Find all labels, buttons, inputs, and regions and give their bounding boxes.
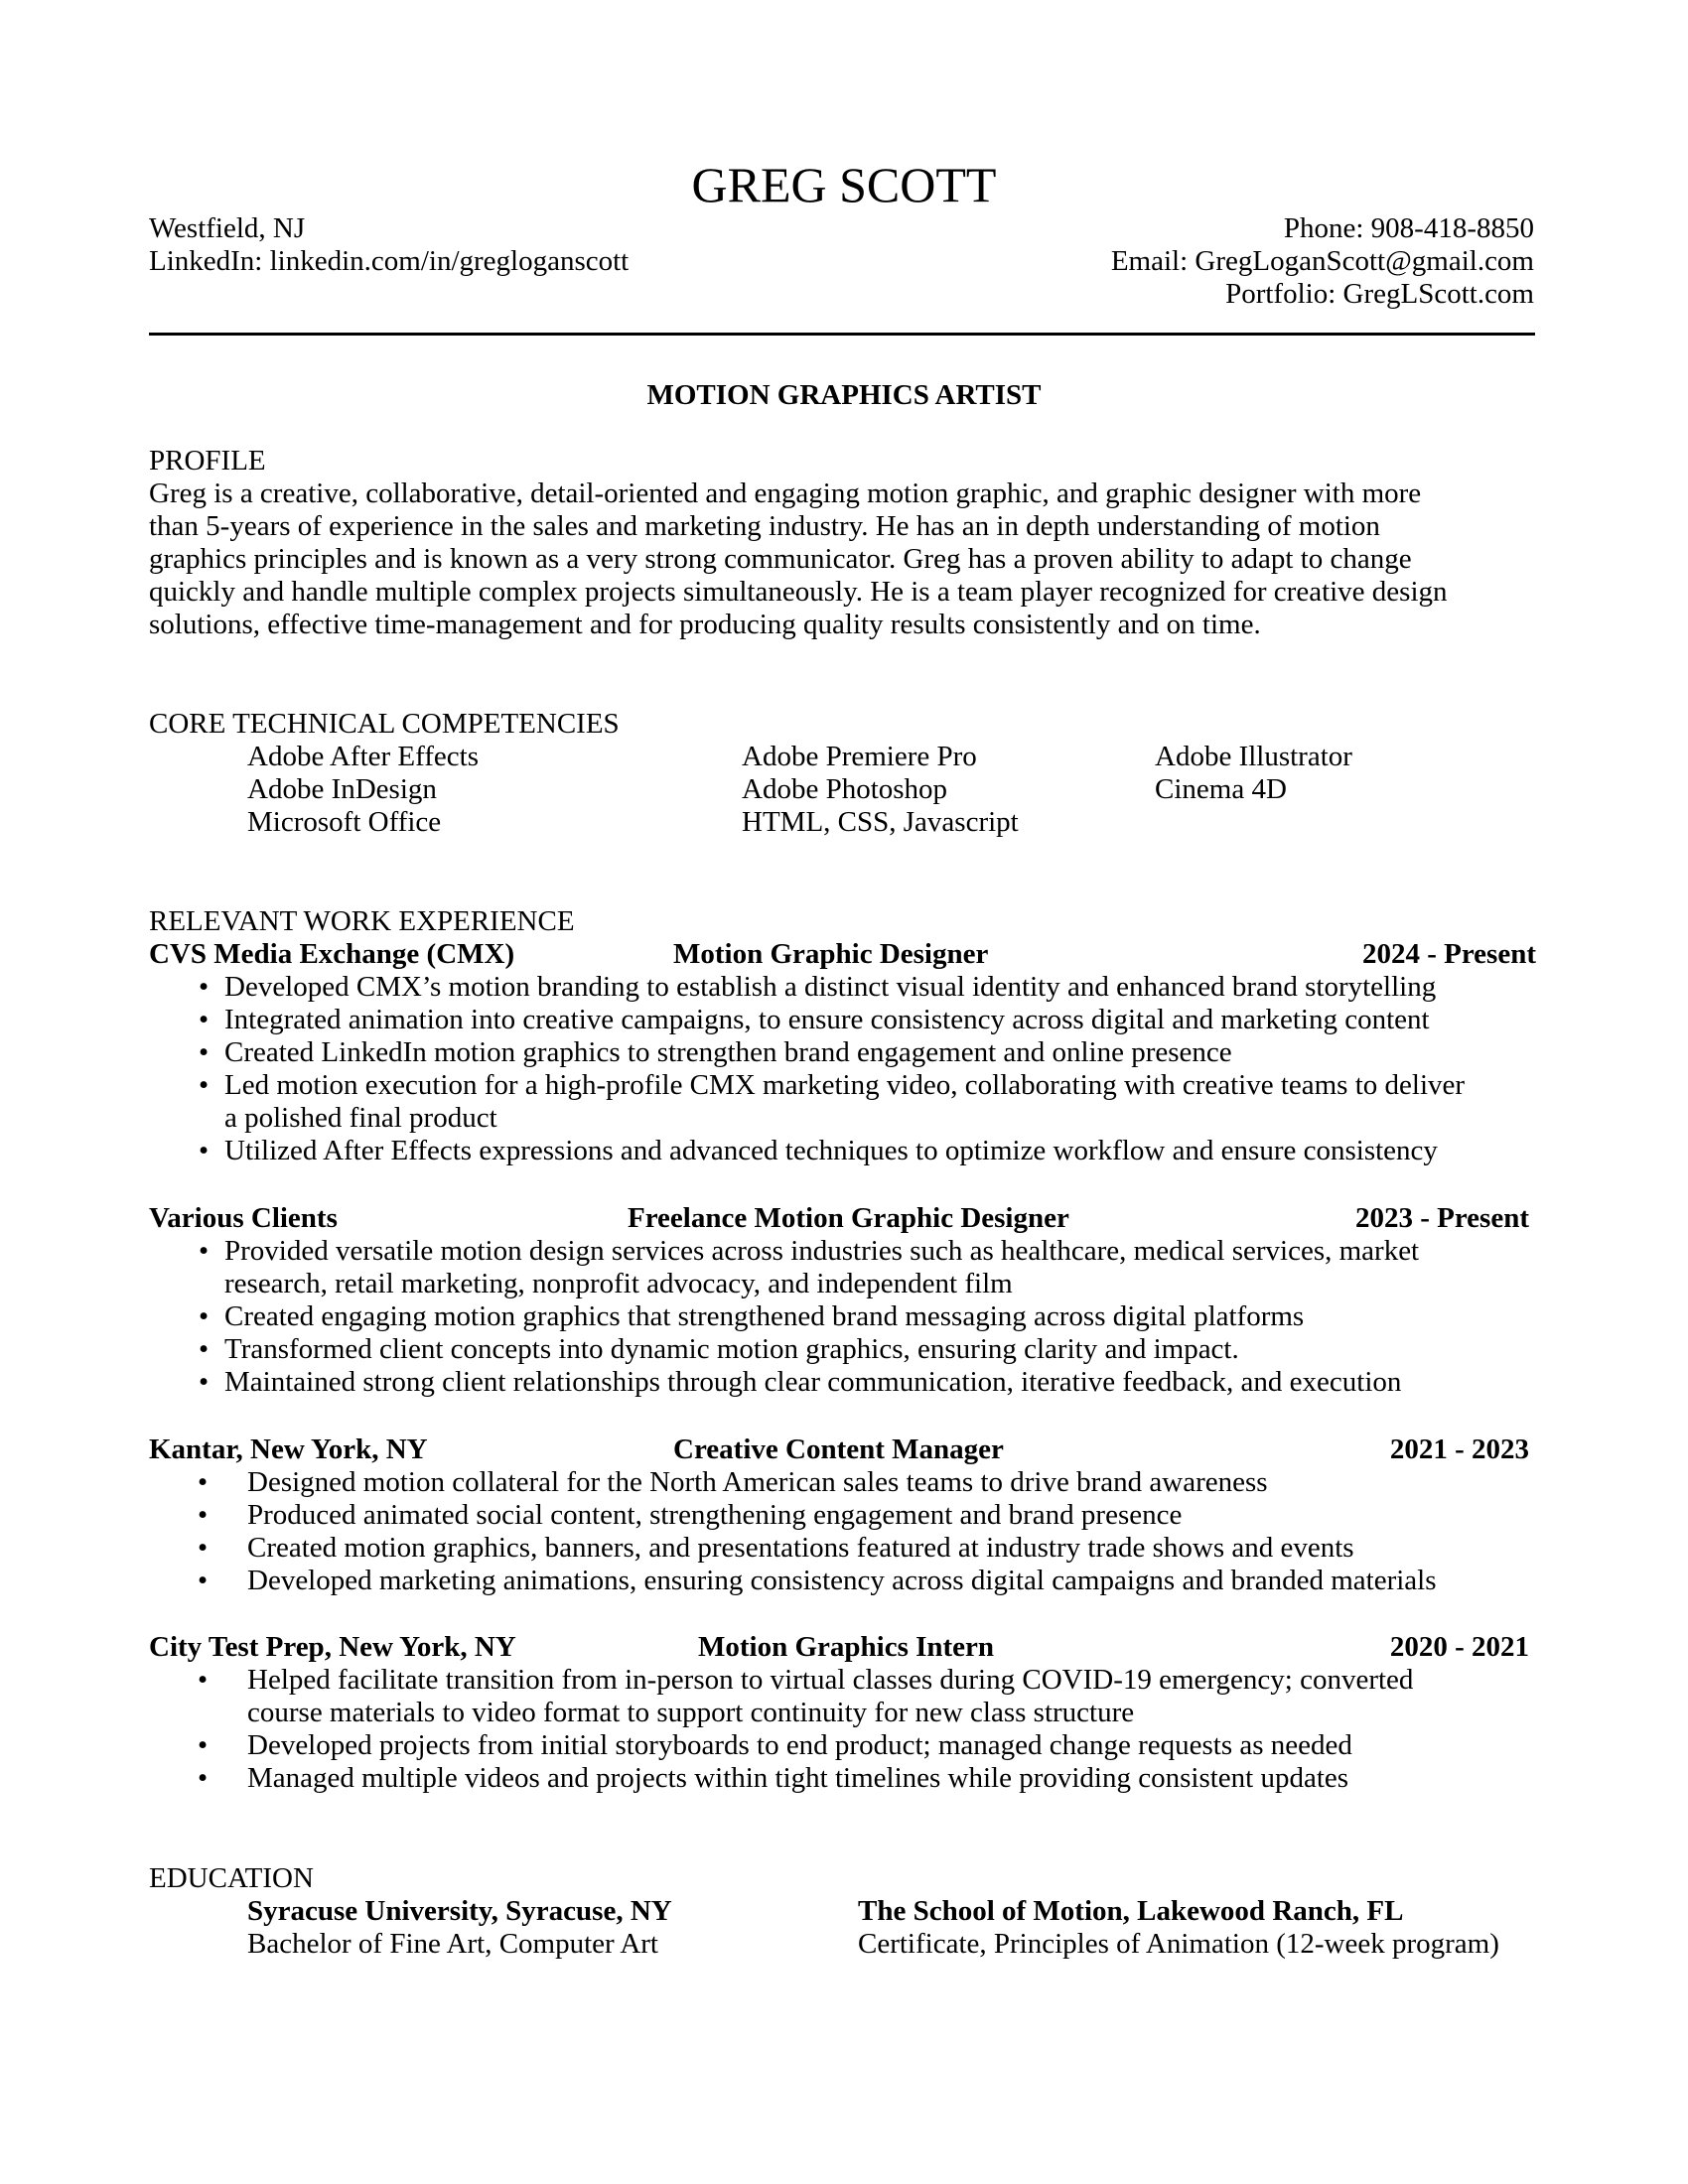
- bullet-glyph: •: [199, 1069, 210, 1101]
- bullet-glyph: •: [199, 1036, 210, 1068]
- bullet-text: Developed marketing animations, ensuring consistency across digital campaigns and branded materials: [247, 1565, 1437, 1596]
- job-company: CVS Media Exchange (CMX): [149, 938, 515, 970]
- profile-line: solutions, effective time-management and for producing quality results consistently and on time.: [149, 609, 1261, 640]
- email-link[interactable]: Email: GregLoganScott@gmail.com: [1110, 245, 1534, 277]
- bullet-glyph: •: [198, 1664, 209, 1696]
- bullet-glyph: •: [199, 971, 210, 1003]
- job-bullet-list: [198, 1664, 1413, 1795]
- skill-item: Adobe InDesign: [247, 773, 437, 805]
- job-role: Creative Content Manager: [673, 1433, 1004, 1465]
- school-degree: Certificate, Principles of Animation (12-week program): [858, 1928, 1499, 1960]
- profile-heading: PROFILE: [149, 445, 266, 477]
- job-dates: 2020 - 2021: [1389, 1631, 1529, 1663]
- list-item: [198, 1499, 1437, 1532]
- skill-item: HTML, CSS, Javascript: [742, 806, 1019, 838]
- list-item: [199, 1069, 1465, 1135]
- bullet-glyph: •: [199, 1135, 210, 1166]
- profile-line: than 5-years of experience in the sales and marketing industry. He has an in depth understanding of motion: [149, 510, 1380, 542]
- skill-item: Adobe Illustrator: [1155, 741, 1352, 772]
- bullet-text: Transformed client concepts into dynamic motion graphics, ensuring clarity and impact.: [224, 1333, 1239, 1365]
- experience-heading: RELEVANT WORK EXPERIENCE: [149, 905, 575, 937]
- bullet-glyph: •: [198, 1499, 209, 1531]
- education-heading: EDUCATION: [149, 1862, 314, 1894]
- bullet-text: Produced animated social content, strengthening engagement and brand presence: [247, 1499, 1183, 1531]
- list-item: [198, 1729, 1413, 1762]
- competencies-heading: CORE TECHNICAL COMPETENCIES: [149, 708, 620, 740]
- list-item: [199, 1004, 1465, 1036]
- job-bullet-list: [199, 1235, 1419, 1399]
- bullet-glyph: •: [198, 1466, 209, 1498]
- list-item: [199, 1235, 1419, 1300]
- bullet-text: Created motion graphics, banners, and presentations featured at industry trade shows and events: [247, 1532, 1354, 1564]
- bullet-text: Provided versatile motion design services across industries such as healthcare, medical services, market: [224, 1235, 1420, 1267]
- school-degree: Bachelor of Fine Art, Computer Art: [247, 1928, 658, 1960]
- skill-item: Adobe After Effects: [247, 741, 479, 772]
- bullet-glyph: •: [198, 1565, 209, 1596]
- bullet-glyph: •: [199, 1004, 210, 1035]
- job-role: Freelance Motion Graphic Designer: [628, 1202, 1069, 1234]
- bullet-text: Developed projects from initial storyboards to end product; managed change requests as needed: [247, 1729, 1352, 1761]
- bullet-glyph: •: [198, 1762, 209, 1794]
- skill-item: Microsoft Office: [247, 806, 442, 838]
- list-item: [199, 1333, 1419, 1366]
- job-dates: 2024 - Present: [1361, 938, 1536, 970]
- list-item: [199, 1366, 1419, 1399]
- bullet-text: Created engaging motion graphics that strengthened brand messaging across digital platforms: [224, 1300, 1305, 1332]
- list-item: [199, 1300, 1419, 1333]
- bullet-text: Created LinkedIn motion graphics to strengthen brand engagement and online presence: [224, 1036, 1232, 1068]
- bullet-text: Managed multiple videos and projects within tight timelines while providing consistent updates: [247, 1762, 1349, 1794]
- profile-line: graphics principles and is known as a very strong communicator. Greg has a proven ability to adapt to change: [149, 543, 1412, 575]
- portfolio-link[interactable]: Portfolio: GregLScott.com: [1225, 278, 1534, 310]
- job-bullet-list: [199, 971, 1465, 1167]
- list-item: [199, 1135, 1465, 1167]
- bullet-text: Maintained strong client relationships through clear communication, iterative feedback, and execution: [224, 1366, 1402, 1398]
- list-item: [198, 1565, 1437, 1597]
- skill-item: Adobe Premiere Pro: [742, 741, 977, 772]
- profile-line: quickly and handle multiple complex projects simultaneously. He is a team player recognized for creative design: [149, 576, 1448, 608]
- bullet-text: a polished final product: [224, 1102, 497, 1134]
- list-item: [199, 971, 1465, 1004]
- job-company: Various Clients: [149, 1202, 338, 1234]
- bullet-glyph: •: [198, 1729, 209, 1761]
- bullet-text: Integrated animation into creative campaigns, to ensure consistency across digital and marketing content: [224, 1004, 1430, 1035]
- skill-item: Cinema 4D: [1155, 773, 1287, 805]
- bullet-glyph: •: [199, 1366, 210, 1398]
- bullet-glyph: •: [199, 1235, 210, 1267]
- bullet-glyph: •: [198, 1532, 209, 1564]
- phone: Phone: 908-418-8850: [1283, 212, 1534, 244]
- job-company: City Test Prep, New York, NY: [149, 1631, 516, 1663]
- list-item: [198, 1664, 1413, 1729]
- linkedin-link[interactable]: LinkedIn: linkedin.com/in/gregloganscott: [149, 245, 630, 277]
- job-dates: 2023 - Present: [1354, 1202, 1529, 1234]
- bullet-text: research, retail marketing, nonprofit advocacy, and independent film: [224, 1268, 1013, 1299]
- skill-item: Adobe Photoshop: [742, 773, 948, 805]
- school-name: The School of Motion, Lakewood Ranch, FL: [858, 1895, 1404, 1927]
- school-name: Syracuse University, Syracuse, NY: [247, 1895, 672, 1927]
- job-company: Kantar, New York, NY: [149, 1433, 428, 1465]
- bullet-text: Led motion execution for a high-profile CMX marketing video, collaborating with creative teams to deliver: [224, 1069, 1466, 1101]
- bullet-text: Helped facilitate transition from in-person to virtual classes during COVID-19 emergency; converted: [247, 1664, 1414, 1696]
- job-role: Motion Graphic Designer: [673, 938, 989, 970]
- profile-line: Greg is a creative, collaborative, detail-oriented and engaging motion graphic, and graphic designer with more: [149, 478, 1422, 509]
- bullet-text: Designed motion collateral for the North American sales teams to drive brand awareness: [247, 1466, 1268, 1498]
- headline: MOTION GRAPHICS ARTIST: [646, 379, 1042, 411]
- location: Westfield, NJ: [149, 212, 306, 244]
- list-item: [198, 1532, 1437, 1565]
- job-role: Motion Graphics Intern: [698, 1631, 995, 1663]
- bullet-text: course materials to video format to support continuity for new class structure: [247, 1697, 1135, 1728]
- candidate-name: GREG SCOTT: [691, 157, 997, 212]
- bullet-glyph: •: [199, 1333, 210, 1365]
- bullet-text: Developed CMX’s motion branding to establish a distinct visual identity and enhanced brand storytelling: [224, 971, 1437, 1003]
- list-item: [198, 1466, 1437, 1499]
- job-dates: 2021 - 2023: [1389, 1433, 1529, 1465]
- bullet-text: Utilized After Effects expressions and advanced techniques to optimize workflow and ensure consistency: [224, 1135, 1438, 1166]
- list-item: [198, 1762, 1413, 1795]
- header-divider: [149, 333, 1535, 336]
- list-item: [199, 1036, 1465, 1069]
- bullet-glyph: •: [199, 1300, 210, 1332]
- job-bullet-list: [198, 1466, 1437, 1597]
